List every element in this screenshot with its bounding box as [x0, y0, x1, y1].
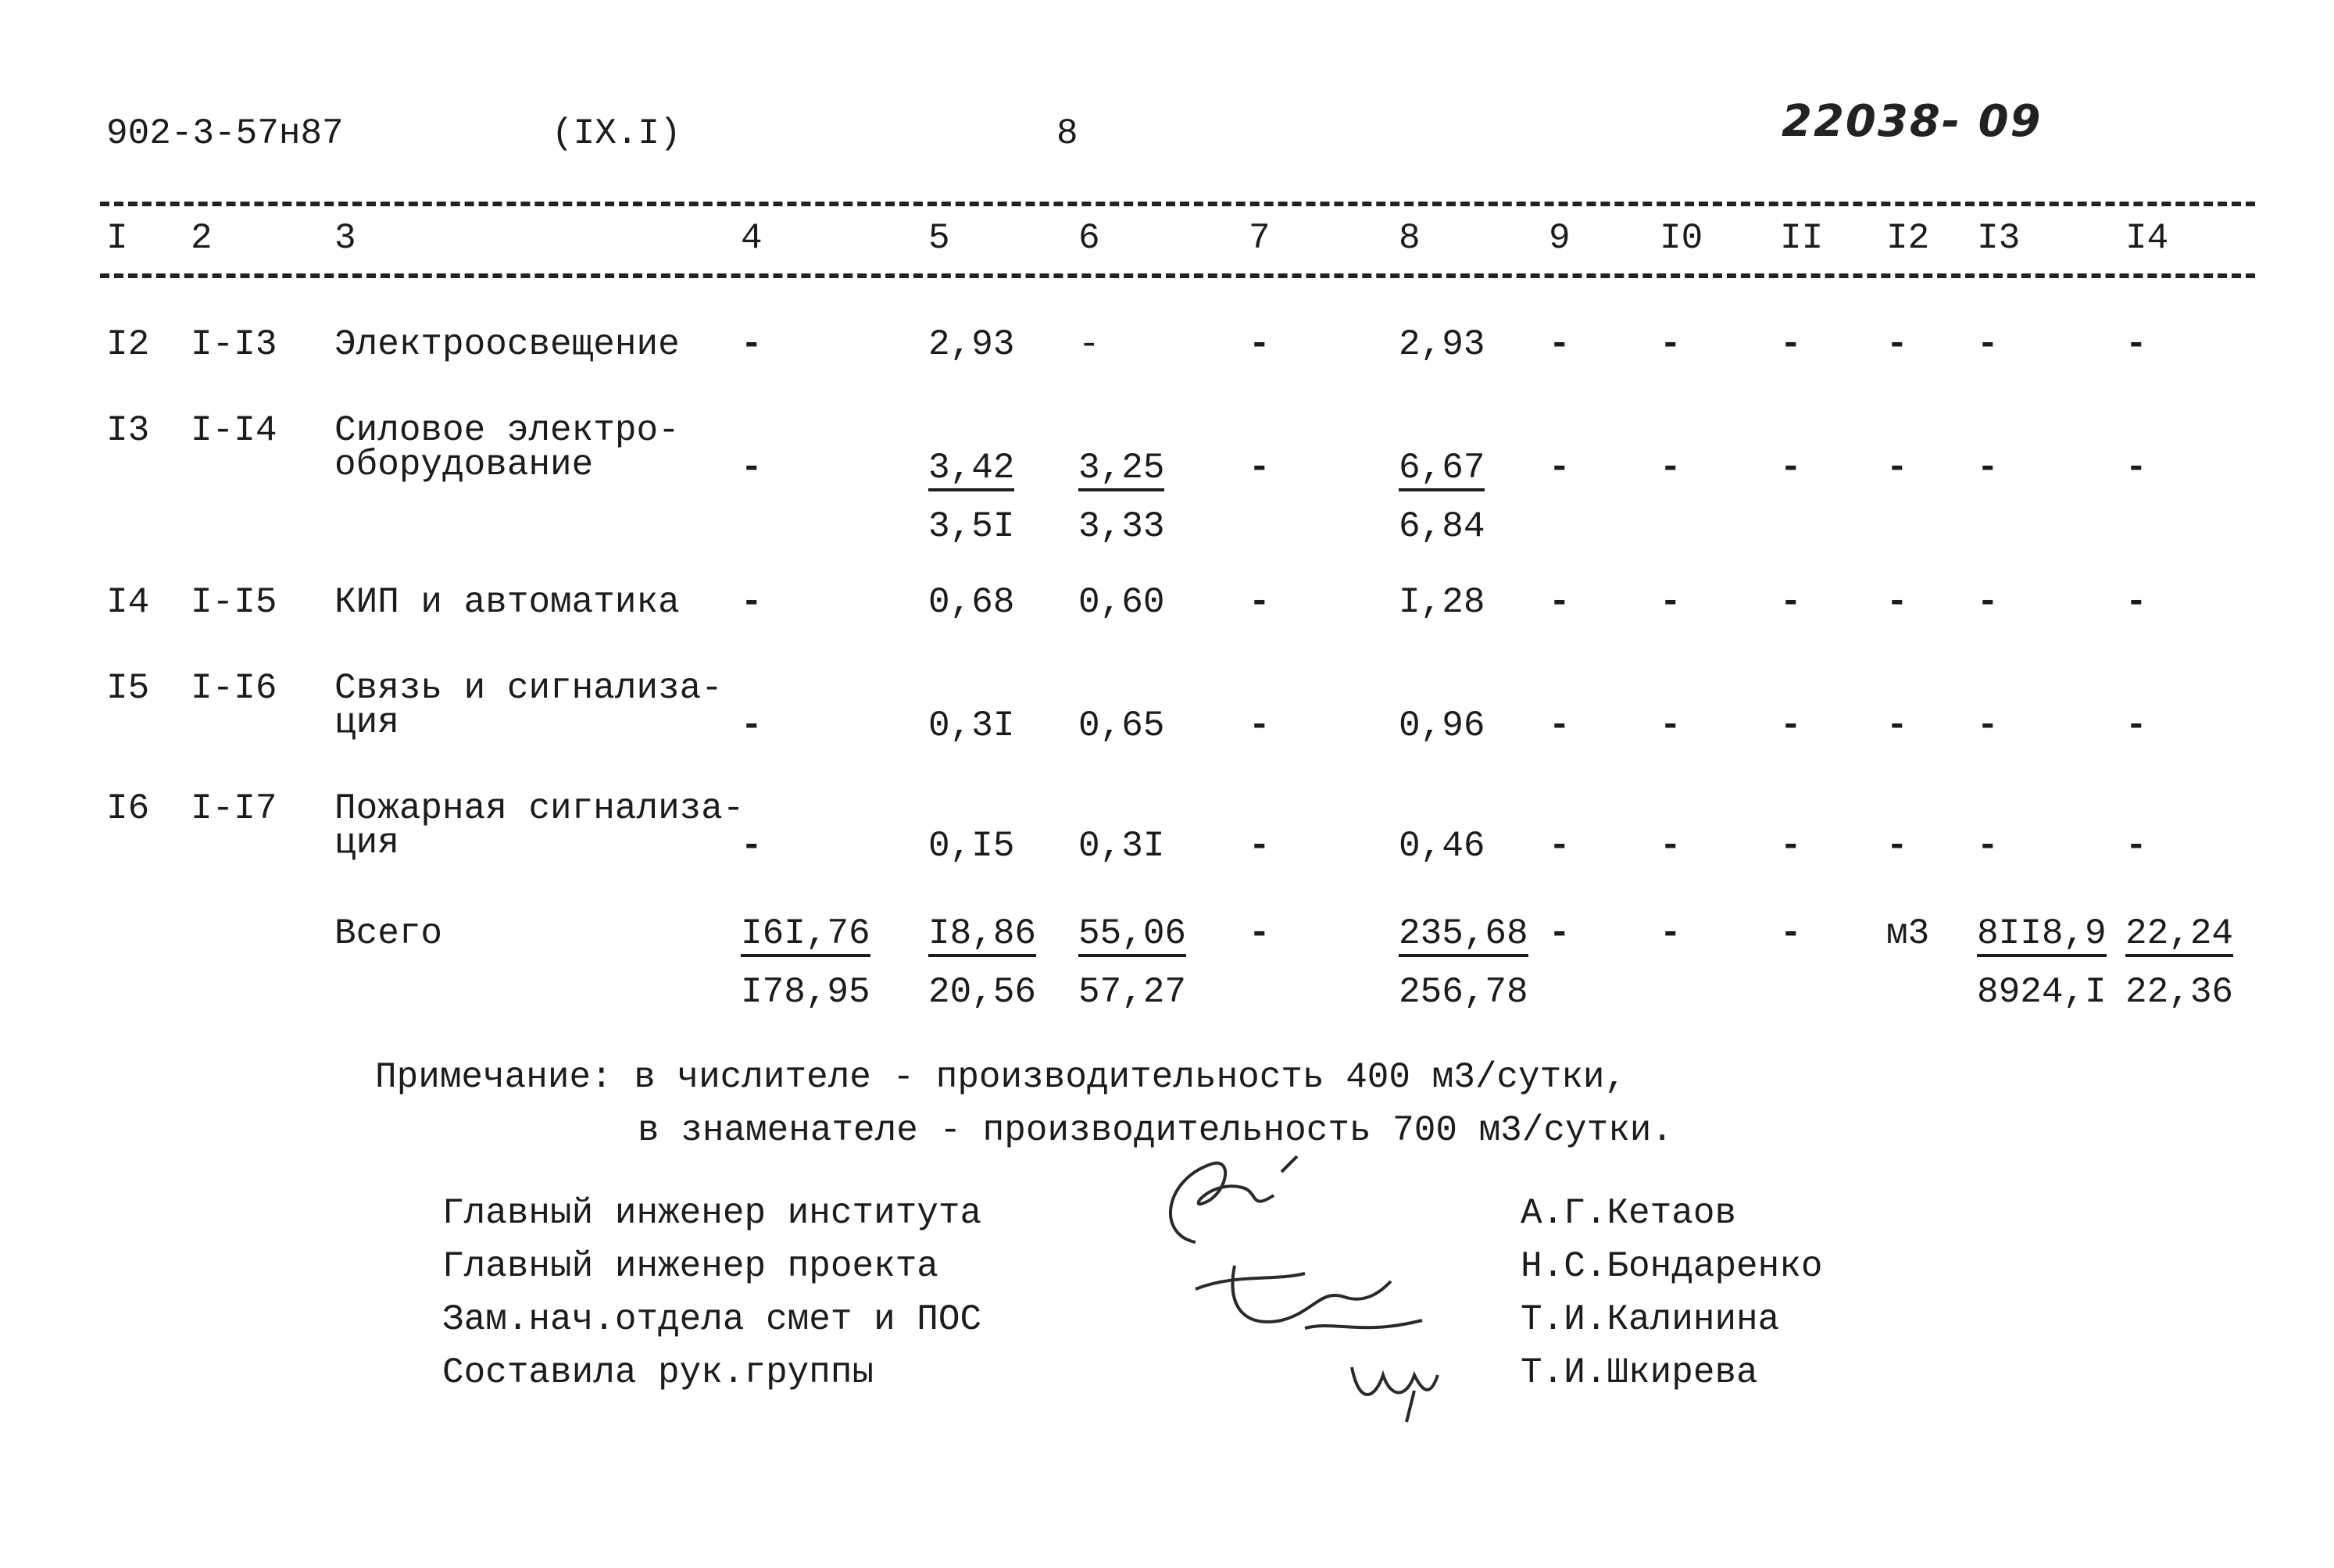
cell-col-5: [928, 828, 1069, 864]
row-name: Силовое электро-: [334, 410, 680, 451]
cell-col-12: -: [1886, 324, 1908, 365]
signatory-title: Главный инженер института: [442, 1193, 982, 1234]
cell-col-10: -: [1660, 826, 1682, 866]
cell-col-6: [1078, 582, 1219, 623]
cell-col-13: -: [1977, 582, 1999, 623]
document-code: 902-3-57н87: [106, 113, 344, 154]
header-bottom-rule: [100, 273, 2255, 278]
cell-col-12: -: [1886, 448, 1908, 488]
cell-col-10: -: [1660, 705, 1682, 746]
total-col-4-value: I6I,76: [741, 916, 870, 957]
column-header: 8: [1399, 218, 1421, 259]
cell-col-4: -: [741, 705, 763, 746]
row-name: Пожарная сигнализа-: [334, 788, 745, 829]
cell-col-8-value: 2,93: [1399, 324, 1485, 365]
cell-col-8: [1399, 582, 1539, 623]
total-col-13: [1977, 913, 2118, 1013]
cell-col-6-value: 0,3I: [1078, 826, 1165, 866]
cell-col-11: -: [1780, 826, 1802, 866]
total-col-14: [2125, 913, 2266, 1013]
total-col-6-value: 55,06: [1078, 916, 1186, 957]
handwritten-signature-1: [1141, 1148, 1344, 1258]
cell-col-7: -: [1249, 826, 1271, 866]
cell-col-5: [928, 450, 1069, 545]
row-name: Электроосвещение: [334, 324, 680, 365]
cell-col-5-value: 0,I5: [928, 826, 1015, 866]
cell-col-11: -: [1780, 582, 1802, 623]
cell-col-14: -: [2125, 324, 2147, 365]
row-code: I-I6: [191, 668, 277, 709]
cell-col-5-denominator: 3,5I: [928, 506, 1015, 547]
cell-col-8-value: 0,46: [1399, 826, 1485, 866]
column-header: 6: [1078, 218, 1100, 259]
cell-col-4: -: [741, 826, 763, 866]
cell-col-13: -: [1977, 448, 1999, 488]
total-col-14-denominator: 22,36: [2125, 972, 2234, 1013]
row-number: I6: [106, 788, 150, 829]
cell-col-14: -: [2125, 705, 2147, 746]
column-header: I3: [1977, 218, 2021, 259]
row-code: I-I4: [191, 410, 277, 451]
cell-col-4: -: [741, 582, 763, 623]
cell-col-6-value: 0,60: [1078, 582, 1165, 623]
signatory-title: Главный инженер проекта: [442, 1246, 938, 1287]
row-name: оборудование: [334, 445, 594, 485]
total-col-11: -: [1780, 913, 1802, 954]
column-header: II: [1780, 218, 1824, 259]
total-col-10: -: [1660, 913, 1682, 954]
total-col-8: [1399, 913, 1539, 1013]
total-col-13-value: 8II8,9: [1977, 916, 2107, 957]
row-name: ция: [334, 702, 399, 743]
cell-col-14: -: [2125, 826, 2147, 866]
column-header: 7: [1249, 218, 1271, 259]
cell-col-6: [1078, 705, 1219, 746]
column-header: I2: [1886, 218, 1930, 259]
row-number: I3: [106, 410, 150, 451]
total-col-8-denominator: 256,78: [1399, 972, 1528, 1013]
cell-col-4: -: [741, 324, 763, 365]
cell-col-8-value: 0,96: [1399, 705, 1485, 746]
cell-col-7: -: [1249, 324, 1271, 365]
cell-col-4: -: [741, 448, 763, 488]
cell-col-11: -: [1780, 705, 1802, 746]
cell-col-8: [1399, 705, 1539, 746]
cell-col-11: -: [1780, 448, 1802, 488]
row-code: I-I5: [191, 582, 277, 623]
cell-col-10: -: [1660, 448, 1682, 488]
cell-col-8-value: I,28: [1399, 582, 1485, 623]
row-number: I2: [106, 324, 150, 365]
row-name: Связь и сигнализа-: [334, 668, 723, 709]
total-col-5: [928, 913, 1069, 1013]
footnote-line-1: Примечание: в числителе - производительность 400 м3/сутки,: [375, 1057, 1627, 1098]
cell-col-7: -: [1249, 582, 1271, 623]
cell-col-9: -: [1549, 324, 1571, 365]
cell-col-9: -: [1549, 448, 1571, 488]
total-col-4-denominator: I78,95: [741, 972, 870, 1013]
row-name: КИП и автоматика: [334, 582, 680, 623]
handwritten-signature-2: [1188, 1242, 1438, 1352]
cell-col-8-value: 6,67: [1399, 450, 1485, 491]
cell-col-9: -: [1549, 826, 1571, 866]
cell-col-7: -: [1249, 705, 1271, 746]
total-col-5-value: I8,86: [928, 916, 1036, 957]
cell-col-5: [928, 705, 1069, 746]
total-col-8-value: 235,68: [1399, 916, 1528, 957]
total-col-7: -: [1249, 913, 1271, 954]
total-col-5-denominator: 20,56: [928, 972, 1037, 1013]
total-col-6-denominator: 57,27: [1078, 972, 1187, 1013]
total-col-14-value: 22,24: [2125, 916, 2233, 957]
section-label: (IX.I): [552, 113, 681, 154]
signatory-name: Т.И.Шкирева: [1521, 1352, 1758, 1393]
cell-col-12: -: [1886, 582, 1908, 623]
cell-col-12: -: [1886, 826, 1908, 866]
row-code: I-I3: [191, 324, 277, 365]
cell-col-12: -: [1886, 705, 1908, 746]
total-col-4: [741, 913, 881, 1013]
signatory-title: Зам.нач.отдела смет и ПОС: [442, 1299, 982, 1340]
cell-col-5-value: 2,93: [928, 324, 1015, 365]
column-header: 3: [334, 218, 356, 259]
row-number: I5: [106, 668, 150, 709]
column-header: 2: [191, 218, 213, 259]
cell-col-6-value: 3,25: [1078, 450, 1164, 491]
row-name: ция: [334, 823, 399, 863]
cell-col-6-value: -: [1078, 324, 1100, 365]
total-col-13-denominator: 8924,I: [1977, 972, 2107, 1013]
row-number: I4: [106, 582, 150, 623]
archive-stamp-number: 22038- 09: [1782, 96, 2043, 147]
cell-col-5-value: 0,68: [928, 582, 1015, 623]
cell-col-5: [928, 582, 1069, 623]
cell-col-6-denominator: 3,33: [1078, 506, 1165, 547]
cell-col-5-value: 0,3I: [928, 705, 1015, 746]
cell-col-10: -: [1660, 324, 1682, 365]
cell-col-8: [1399, 324, 1539, 365]
signatory-name: Т.И.Калинина: [1521, 1299, 1780, 1340]
cell-col-8: [1399, 450, 1539, 545]
page-number: 8: [1056, 113, 1078, 154]
signatory-name: Н.С.Бондаренко: [1521, 1246, 1823, 1287]
total-label: Всего: [334, 913, 443, 954]
footnote-line-2: в знаменателе - производительность 700 м3/сутки.: [638, 1110, 1674, 1151]
cell-col-5-value: 3,42: [928, 450, 1014, 491]
total-col-9: -: [1549, 913, 1571, 954]
cell-col-13: -: [1977, 705, 1999, 746]
cell-col-11: -: [1780, 324, 1802, 365]
cell-col-8-denominator: 6,84: [1399, 506, 1485, 547]
cell-col-9: -: [1549, 582, 1571, 623]
column-header: I4: [2125, 218, 2169, 259]
cell-col-14: -: [2125, 448, 2147, 488]
signatory-name: А.Г.Кетаов: [1521, 1193, 1737, 1234]
signatory-title: Составила рук.группы: [442, 1352, 874, 1393]
column-header: I: [106, 218, 128, 259]
cell-col-10: -: [1660, 582, 1682, 623]
total-col-6: [1078, 913, 1219, 1013]
cell-col-6: [1078, 828, 1219, 864]
column-header: 4: [741, 218, 763, 259]
total-col-12: м3: [1886, 913, 1930, 954]
cell-col-5: [928, 324, 1069, 365]
column-header: 9: [1549, 218, 1571, 259]
cell-col-13: -: [1977, 324, 1999, 365]
cell-col-6-value: 0,65: [1078, 705, 1165, 746]
cell-col-8: [1399, 828, 1539, 864]
cell-col-13: -: [1977, 826, 1999, 866]
handwritten-signature-3: [1344, 1344, 1453, 1430]
header-top-rule: [100, 202, 2255, 206]
column-header: 5: [928, 218, 950, 259]
cell-col-14: -: [2125, 582, 2147, 623]
row-code: I-I7: [191, 788, 277, 829]
cell-col-7: -: [1249, 448, 1271, 488]
cell-col-6: [1078, 324, 1219, 365]
cell-col-6: [1078, 450, 1219, 545]
cell-col-9: -: [1549, 705, 1571, 746]
column-header: I0: [1660, 218, 1703, 259]
